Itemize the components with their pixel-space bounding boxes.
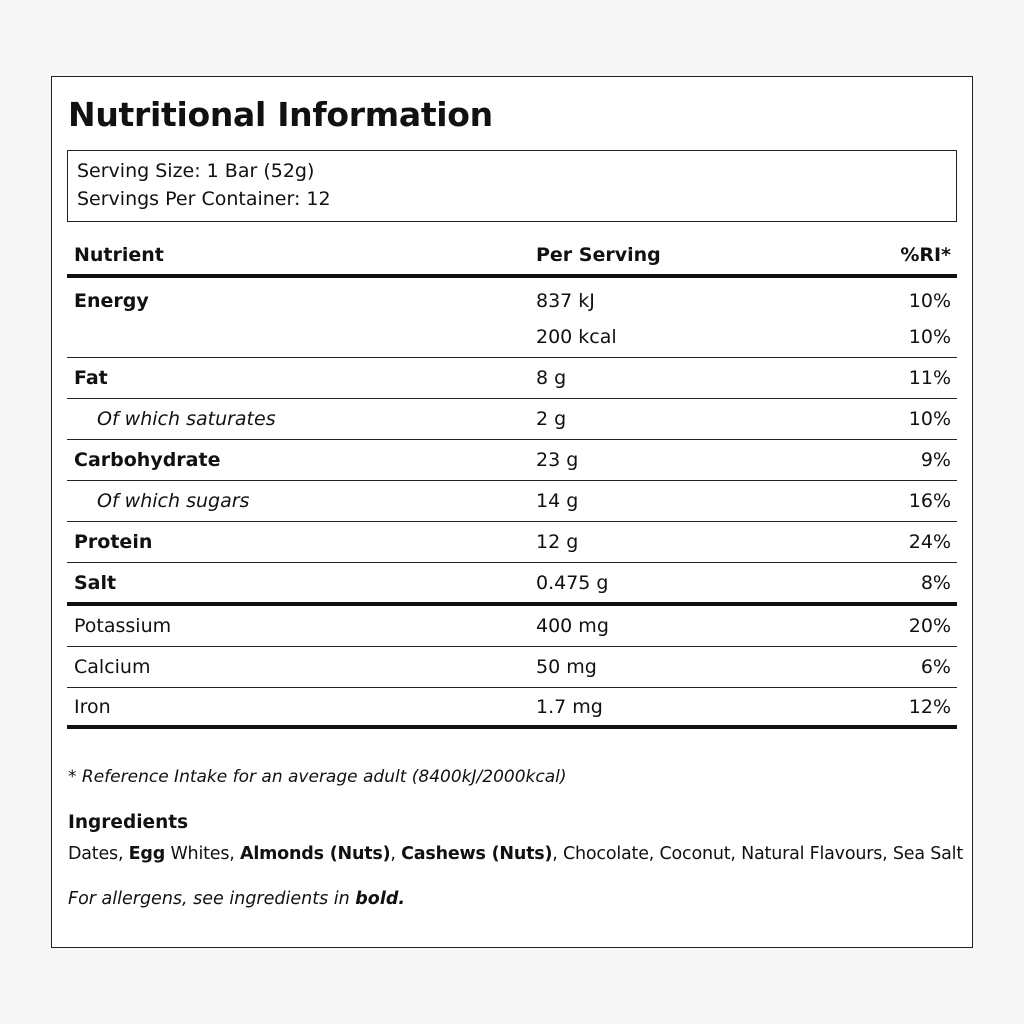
header-per-serving: Per Serving	[536, 244, 661, 266]
ri-value: 12%	[908, 695, 951, 718]
table-row	[67, 481, 957, 522]
ingredient-text: Dates,	[68, 844, 129, 864]
ri-value: 16%	[908, 490, 951, 512]
nutrient-name: Potassium	[74, 615, 172, 637]
ingredients-list	[68, 844, 963, 864]
ingredients-heading: Ingredients	[68, 812, 189, 833]
per-serving-value: 400 mg	[536, 615, 609, 637]
per-serving-value: 14 g	[536, 490, 579, 512]
table-row	[67, 688, 957, 729]
serving-size: Serving Size: 1 Bar (52g)	[77, 160, 315, 182]
nutrient-name: Of which saturates	[97, 408, 276, 430]
per-serving-value: 50 mg	[536, 656, 597, 678]
header-ri: %RI*	[900, 244, 951, 266]
allergen-note-text: For allergens, see ingredients in	[68, 889, 356, 909]
per-serving-value: 8 g	[536, 367, 567, 389]
table-row	[67, 278, 957, 317]
ri-value: 10%	[908, 290, 951, 313]
nutrient-name: Of which sugars	[97, 490, 250, 512]
nutrient-name: Iron	[74, 695, 111, 718]
per-serving-value: 1.7 mg	[536, 695, 603, 718]
per-serving-value: 0.475 g	[536, 571, 609, 594]
table-row	[67, 522, 957, 563]
ri-value: 11%	[908, 367, 951, 389]
per-serving-value: 12 g	[536, 531, 579, 553]
table-row	[67, 399, 957, 440]
ri-footnote: * Reference Intake for an average adult (8400kJ/2000kcal)	[68, 767, 567, 787]
per-serving-value: 837 kJ	[536, 290, 595, 313]
allergen-note	[68, 889, 405, 909]
nutrient-name: Calcium	[74, 656, 151, 678]
nutrient-name: Salt	[74, 571, 117, 594]
table-row	[67, 317, 957, 358]
ri-value: 8%	[920, 571, 951, 594]
allergen-ingredient: Almonds (Nuts)	[240, 844, 391, 864]
allergen-ingredient: Egg	[128, 844, 166, 864]
page-title: Nutritional Information	[68, 95, 493, 134]
ingredient-text: Whites,	[165, 844, 240, 864]
table-row	[67, 358, 957, 399]
ri-value: 10%	[908, 408, 951, 430]
ingredient-text: , Chocolate, Coconut, Natural Flavours, Sea Salt	[552, 844, 963, 864]
servings-per-container: Servings Per Container: 12	[77, 188, 331, 210]
ingredient-text: ,	[390, 844, 402, 864]
nutrient-name: Protein	[74, 531, 153, 553]
table-row	[67, 563, 957, 606]
table-row	[67, 606, 957, 647]
per-serving-value: 200 kcal	[536, 326, 617, 348]
nutrition-table	[67, 227, 957, 729]
table-row	[67, 647, 957, 688]
ri-value: 20%	[908, 615, 951, 637]
ri-value: 6%	[920, 656, 951, 678]
nutrition-label	[51, 76, 973, 948]
ri-value: 24%	[908, 531, 951, 553]
table-row	[67, 440, 957, 481]
nutrient-name: Fat	[74, 367, 108, 389]
nutrient-name: Energy	[74, 290, 149, 313]
nutrient-name: Carbohydrate	[74, 449, 221, 471]
allergen-note-emphasis: bold.	[355, 889, 406, 909]
per-serving-value: 2 g	[536, 408, 567, 430]
per-serving-value: 23 g	[536, 449, 579, 471]
serving-info-box	[67, 150, 957, 222]
header-nutrient: Nutrient	[74, 244, 164, 266]
allergen-ingredient: Cashews (Nuts)	[401, 844, 553, 864]
table-header	[67, 227, 957, 278]
ri-value: 10%	[908, 326, 951, 348]
ri-value: 9%	[920, 449, 951, 471]
